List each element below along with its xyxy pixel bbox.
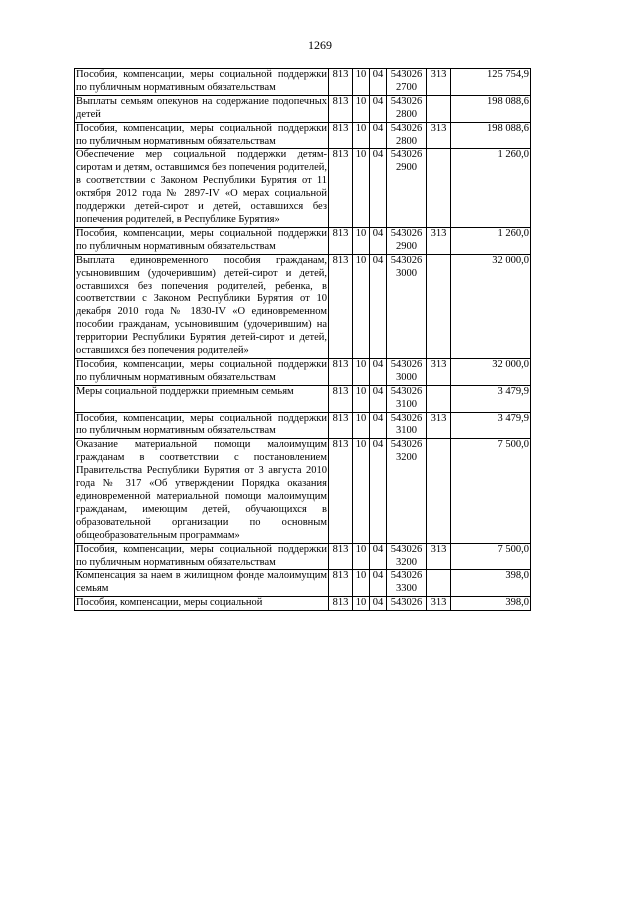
subsection-code-cell: 04 xyxy=(370,358,387,385)
target-article-subcode: 3100 xyxy=(396,398,417,410)
table-row xyxy=(75,412,531,439)
ministry-code-cell: 813 xyxy=(329,95,353,122)
target-article-code: 543026 xyxy=(390,412,423,424)
expense-type-cell: 313 xyxy=(427,122,451,149)
target-article-subcode: 2900 xyxy=(396,240,417,252)
target-article-subcode: 3200 xyxy=(396,556,417,568)
expense-type-cell xyxy=(427,439,451,543)
target-article-subcode: 2700 xyxy=(396,81,417,93)
expense-type-cell xyxy=(427,385,451,412)
target-article-code: 543026 xyxy=(390,439,423,451)
expense-name-cell: Оказание материальной помощи малоимущим гражданам в соответствии с постановлением Правительства Республики Бурятия от 3 августа 2010 года № 317 «Об утверждении Порядка оказания единовременной материальной помощи малоимущим гражданам, имеющим детей, обучающихся в образовательной организации по основным общеобразовательным программам» xyxy=(75,439,329,543)
subsection-code-cell: 04 xyxy=(370,412,387,439)
ministry-code-cell: 813 xyxy=(329,254,353,358)
target-article-cell xyxy=(387,412,427,439)
target-article-cell xyxy=(387,122,427,149)
expense-name-cell: Пособия, компенсации, меры социальной поддержки по публичным нормативным обязательствам xyxy=(75,412,329,439)
table-row xyxy=(75,95,531,122)
ministry-code-cell: 813 xyxy=(329,122,353,149)
table-row xyxy=(75,385,531,412)
section-code-cell: 10 xyxy=(353,122,370,149)
page-number: 1269 xyxy=(308,38,332,52)
table-row xyxy=(75,227,531,254)
ministry-code-cell: 813 xyxy=(329,358,353,385)
expense-name-cell: Пособия, компенсации, меры социальной поддержки по публичным нормативным обязательствам xyxy=(75,227,329,254)
ministry-code-cell: 813 xyxy=(329,227,353,254)
subsection-code-cell: 04 xyxy=(370,543,387,570)
subsection-code-cell: 04 xyxy=(370,95,387,122)
amount-cell: 32 000,0 xyxy=(451,358,531,385)
target-article-cell xyxy=(387,95,427,122)
ministry-code-cell: 813 xyxy=(329,570,353,597)
subsection-code-cell: 04 xyxy=(370,385,387,412)
amount-cell: 7 500,0 xyxy=(451,543,531,570)
section-code-cell: 10 xyxy=(353,358,370,385)
target-article-code: 543026 xyxy=(390,149,423,161)
ministry-code-cell: 813 xyxy=(329,543,353,570)
section-code-cell: 10 xyxy=(353,412,370,439)
subsection-code-cell: 04 xyxy=(370,570,387,597)
target-article-code: 543026 xyxy=(390,254,423,266)
amount-cell: 32 000,0 xyxy=(451,254,531,358)
target-article-code: 543026 xyxy=(390,543,423,555)
amount-cell: 1 260,0 xyxy=(451,227,531,254)
subsection-code-cell: 04 xyxy=(370,227,387,254)
ministry-code-cell: 813 xyxy=(329,439,353,543)
ministry-code-cell: 813 xyxy=(329,149,353,227)
section-code-cell: 10 xyxy=(353,543,370,570)
target-article-subcode: 3200 xyxy=(396,452,417,464)
target-article-code: 543026 xyxy=(390,385,423,397)
expense-type-cell: 313 xyxy=(427,597,451,611)
expense-type-cell xyxy=(427,149,451,227)
section-code-cell: 10 xyxy=(353,69,370,96)
amount-cell: 198 088,6 xyxy=(451,122,531,149)
section-code-cell: 10 xyxy=(353,149,370,227)
expense-type-cell xyxy=(427,254,451,358)
target-article-subcode: 2900 xyxy=(396,162,417,174)
expense-type-cell: 313 xyxy=(427,227,451,254)
target-article-cell xyxy=(387,543,427,570)
ministry-code-cell: 813 xyxy=(329,385,353,412)
amount-cell: 125 754,9 xyxy=(451,69,531,96)
section-code-cell: 10 xyxy=(353,95,370,122)
subsection-code-cell: 04 xyxy=(370,439,387,543)
table-row xyxy=(75,358,531,385)
expense-type-cell xyxy=(427,570,451,597)
target-article-subcode: 3000 xyxy=(396,371,417,383)
budget-table xyxy=(74,68,531,611)
expense-name-cell: Пособия, компенсации, меры социальной xyxy=(75,597,329,611)
expense-name-cell: Выплаты семьям опекунов на содержание подопечных детей xyxy=(75,95,329,122)
table-row xyxy=(75,149,531,227)
target-article-cell xyxy=(387,597,427,611)
target-article-cell xyxy=(387,385,427,412)
target-article-cell xyxy=(387,439,427,543)
expense-type-cell: 313 xyxy=(427,358,451,385)
expense-name-cell: Выплата единовременного пособия гражданам, усыновившим (удочерившим) детей-сирот и детей, оставшихся без попечения родителей, ребенка, в соответствии с Законом Республики Бурятия от 10 декабря 2010 года № 1830-IV «О единовременном пособии гражданам, усыновившим (удочерившим) на территории Республики Бурятия детей-сирот и детей, оставшихся без попечения родителей» xyxy=(75,254,329,358)
section-code-cell: 10 xyxy=(353,254,370,358)
ministry-code-cell: 813 xyxy=(329,69,353,96)
target-article-subcode: 2800 xyxy=(396,135,417,147)
section-code-cell: 10 xyxy=(353,385,370,412)
table-row xyxy=(75,543,531,570)
table-row xyxy=(75,69,531,96)
target-article-code: 543026 xyxy=(390,570,423,582)
amount-cell: 7 500,0 xyxy=(451,439,531,543)
expense-name-cell: Обеспечение мер социальной поддержки детям-сиротам и детям, оставшимся без попечения родителей, в соответствии с Законом Республики Бурятия от 11 октября 2012 года № 2897-IV «О мерах социальной поддержки детей-сирот и детей, оставшихся без попечения родителей, в Республике Бурятия» xyxy=(75,149,329,227)
table-row xyxy=(75,439,531,543)
amount-cell: 3 479,9 xyxy=(451,385,531,412)
target-article-cell xyxy=(387,254,427,358)
amount-cell: 398,0 xyxy=(451,570,531,597)
expense-name-cell: Пособия, компенсации, меры социальной поддержки по публичным нормативным обязательствам xyxy=(75,358,329,385)
subsection-code-cell: 04 xyxy=(370,122,387,149)
expense-name-cell: Пособия, компенсации, меры социальной поддержки по публичным нормативным обязательствам xyxy=(75,122,329,149)
target-article-subcode: 3300 xyxy=(396,583,417,595)
target-article-code: 543026 xyxy=(390,69,423,80)
target-article-code: 543026 xyxy=(390,95,423,107)
target-article-subcode: 3100 xyxy=(396,425,417,437)
amount-cell: 198 088,6 xyxy=(451,95,531,122)
table-row xyxy=(75,597,531,611)
amount-cell: 398,0 xyxy=(451,597,531,611)
target-article-cell xyxy=(387,69,427,96)
ministry-code-cell: 813 xyxy=(329,597,353,611)
target-article-cell xyxy=(387,227,427,254)
expense-name-cell: Компенсация за наем в жилищном фонде малоимущим семьям xyxy=(75,570,329,597)
amount-cell: 1 260,0 xyxy=(451,149,531,227)
table-row xyxy=(75,254,531,358)
budget-table-body xyxy=(75,69,531,611)
target-article-subcode: 2800 xyxy=(396,108,417,120)
expense-name-cell: Пособия, компенсации, меры социальной поддержки по публичным нормативным обязательствам xyxy=(75,69,329,96)
target-article-cell xyxy=(387,358,427,385)
subsection-code-cell: 04 xyxy=(370,597,387,611)
section-code-cell: 10 xyxy=(353,570,370,597)
subsection-code-cell: 04 xyxy=(370,149,387,227)
subsection-code-cell: 04 xyxy=(370,254,387,358)
table-row xyxy=(75,122,531,149)
target-article-code: 543026 xyxy=(390,597,423,609)
section-code-cell: 10 xyxy=(353,597,370,611)
target-article-cell xyxy=(387,570,427,597)
amount-cell: 3 479,9 xyxy=(451,412,531,439)
target-article-code: 543026 xyxy=(390,358,423,370)
section-code-cell: 10 xyxy=(353,227,370,254)
table-row xyxy=(75,570,531,597)
expense-type-cell: 313 xyxy=(427,412,451,439)
ministry-code-cell: 813 xyxy=(329,412,353,439)
target-article-code: 543026 xyxy=(390,122,423,134)
expense-type-cell: 313 xyxy=(427,543,451,570)
target-article-subcode: 3000 xyxy=(396,267,417,279)
expense-type-cell xyxy=(427,95,451,122)
section-code-cell: 10 xyxy=(353,439,370,543)
expense-name-cell: Пособия, компенсации, меры социальной поддержки по публичным нормативным обязательствам xyxy=(75,543,329,570)
expense-type-cell: 313 xyxy=(427,69,451,96)
expense-name-cell: Меры социальной поддержки приемным семьям xyxy=(75,385,329,412)
subsection-code-cell: 04 xyxy=(370,69,387,96)
target-article-code: 543026 xyxy=(390,227,423,239)
target-article-cell xyxy=(387,149,427,227)
